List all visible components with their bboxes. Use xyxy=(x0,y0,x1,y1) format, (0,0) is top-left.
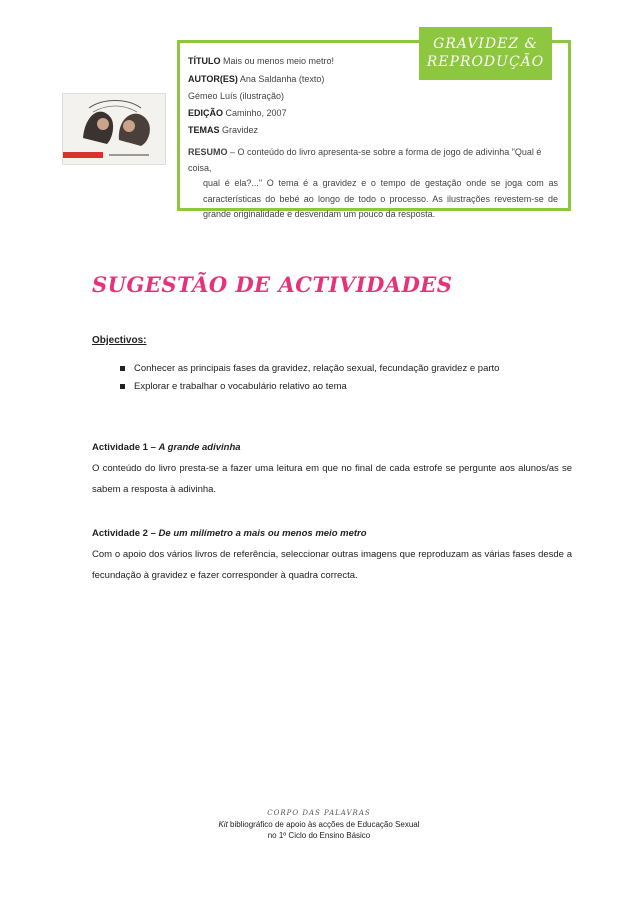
theme-tag-line2: REPRODUÇÃO xyxy=(426,54,545,70)
list-item: Explorar e trabalhar o vocabulário relativo ao tema xyxy=(120,381,499,392)
titulo-label: TÍTULO xyxy=(188,56,221,66)
book-author-line xyxy=(188,74,324,84)
theme-tag xyxy=(419,27,552,80)
footer-line1 xyxy=(0,819,638,830)
activity-1-name: A grande adivinha xyxy=(158,442,241,453)
activity-2-name: De um milímetro a mais ou menos meio metro xyxy=(158,528,367,539)
book-illustrator: Gémeo Luís (ilustração) xyxy=(188,91,285,101)
summary-first-line: – O conteúdo do livro apresenta-se sobre a forma de jogo de adivinha "Qual é coisa, xyxy=(188,147,542,173)
page-footer xyxy=(0,808,638,841)
book-title-line xyxy=(188,56,334,66)
activity-1 xyxy=(92,437,572,500)
footer-line1-text: bibliográfico de apoio às acções de Educação Sexual xyxy=(230,820,420,829)
activity-1-prefix: Actividade 1 – xyxy=(92,442,156,453)
resumo-label: RESUMO xyxy=(188,147,228,157)
summary-body: qual é ela?..." O tema é a gravidez e o tempo de gestação onde se joga com as características do bebé ao longo de todo o processo. As ilustrações revestem-se de grande originalidade e desvendam um pouco da resposta. xyxy=(203,178,558,219)
book-edition: Caminho, 2007 xyxy=(225,108,287,118)
activity-2-heading xyxy=(92,523,572,544)
book-summary xyxy=(188,145,558,223)
objectives-title: Objectivos: xyxy=(92,335,147,346)
activity-1-text: O conteúdo do livro presta-se a fazer uma leitura em que no final de cada estrofe se pergunte aos alunos/as se sabem a resposta à adivinha. xyxy=(92,463,572,495)
footer-line2: no 1º Ciclo do Ensino Básico xyxy=(267,831,371,840)
book-themes: Gravidez xyxy=(222,125,259,135)
footer-kit: Kit xyxy=(218,820,228,829)
autor-label: AUTOR(ES) xyxy=(188,74,238,84)
book-edition-line xyxy=(188,108,287,118)
temas-label: TEMAS xyxy=(188,125,220,135)
activity-2 xyxy=(92,523,572,586)
activity-2-text: Com o apoio dos vários livros de referência, seleccionar outras imagens que reproduzam as várias fases desde a fecundação à gravidez e fazer corresponder à quadra correcta. xyxy=(92,549,572,581)
book-cover-image xyxy=(62,93,166,165)
activity-2-prefix: Actividade 2 – xyxy=(92,528,156,539)
theme-tag-line1: GRAVIDEZ & xyxy=(433,36,538,52)
book-themes-line xyxy=(188,125,258,135)
book-title: Mais ou menos meio metro! xyxy=(223,56,335,66)
section-title: SUGESTÃO DE ACTIVIDADES xyxy=(92,272,453,297)
footer-brand: CORPO DAS PALAVRAS xyxy=(267,809,371,817)
list-item: Conhecer as principais fases da gravidez, relação sexual, fecundação gravidez e parto xyxy=(120,363,499,374)
book-illustrator-line xyxy=(188,91,284,101)
edicao-label: EDIÇÃO xyxy=(188,108,224,118)
book-author: Ana Saldanha (texto) xyxy=(239,74,325,84)
activity-1-heading xyxy=(92,437,572,458)
objectives-list xyxy=(120,363,499,399)
